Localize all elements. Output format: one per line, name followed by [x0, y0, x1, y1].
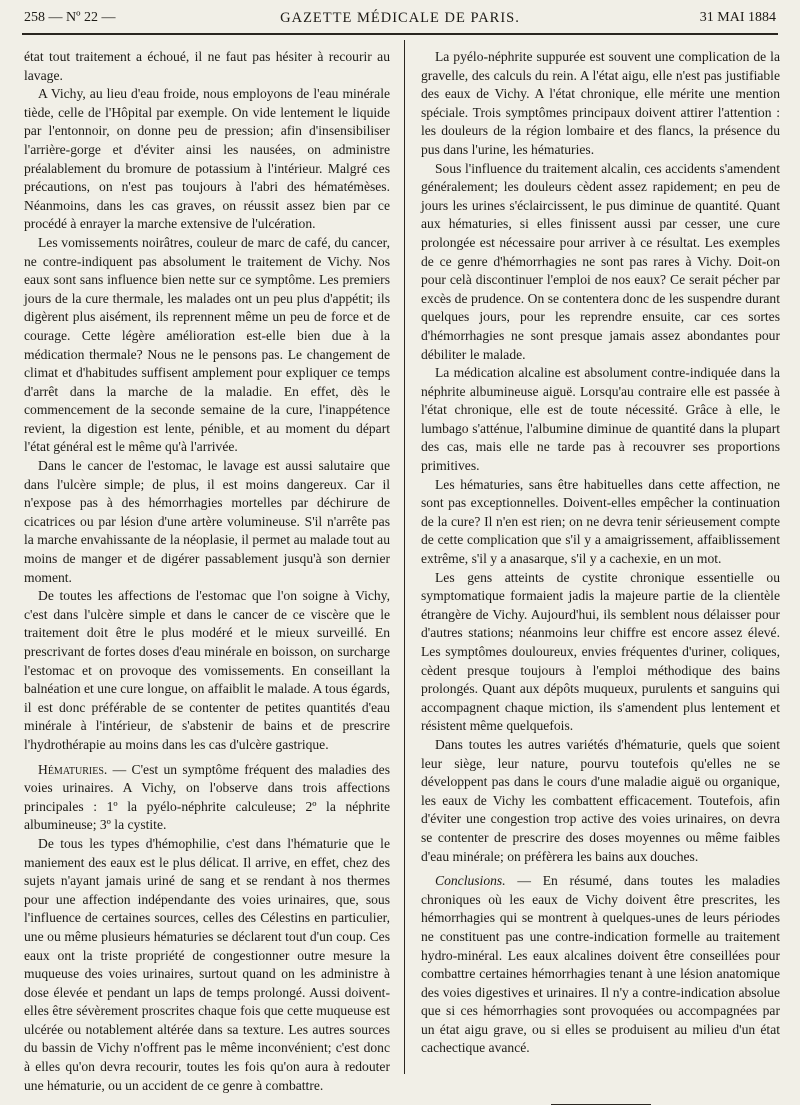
paragraph: De tous les types d'hémophilie, c'est dans l'hématurie que le maniement des eaux est le plus délicat. Il arrive, en effet, chez des sujets n'ayant jamais uriné de sang et se rendant à nos thermes pour une affection indépendante des voies urinaires, que, sous l'influence de certaines sources, celles des Célestins en particulier, une ou même plusieurs hématuries se déclarent tout d'un coup. Ces eaux ont la triste propriété de congestionner outre mesure la muqueuse des voies urinaires, surtout quand on les administre à dose élevée et pendant un laps de temps prolongé. Aussi doivent-elles être sévèrement proscrites chaque fois que cette muqueuse est ulcérée ou notablement altérée dans sa texture. Les autres sources du bassin de Vichy n'offrent pas le même inconvénient; c'est donc à elles qu'on devra recourir, toutes les fois qu'on aura à redouter une hématurie, ou un accident de ce genre à combattre. — [24, 835, 390, 1093]
conclusions-paragraph — [421, 872, 780, 1058]
section-heading-hematuries: Hématuries. — [38, 761, 108, 777]
paragraph: De toutes les affections de l'estomac que l'on soigne à Vichy, c'est dans l'ulcère simple et dans le cancer de ce viscère que le traitement doit être le plus modéré et le mieux surveillé. En prescrivant de fortes doses d'eau minérale en boisson, on surcharge l'estomac et on provoque des vomissements. En conseillant la balnéation et une cure longue, on affaiblit le malade. A tous égards, il est donc préférable de se contenter de petites quantités d'eau minérale à l'intérieur, de s'abstenir de bains et de prescrire l'hydrothérapie au moins dans les cas d'ulcère gastrique. — [24, 588, 390, 752]
journal-title: GAZETTE MÉDICALE DE PARIS. — [280, 10, 520, 26]
left-column — [24, 48, 390, 1093]
issue-number: — Nº 22 — — [48, 10, 116, 25]
paragraph: Les vomissements noirâtres, couleur de marc de café, du cancer, ne contre-indiquent pas absolument le traitement de Vichy. Nos eaux sont sans influence bien nette sur ce symptôme. Les premiers jours de la cure thermale, les malades ont un peu plus d'appétit; ils digèrent plus aisément, ils reprennent même un peu de force et de courage. Cette légère amélioration est-elle bien due à la médication thermale? Nous ne le pensons pas. Le changement de climat et d'habitudes suffisent amplement pour expliquer ce temps d'arrêt dans la marche de la maladie. En effet, dès le commencement de la seconde semaine de la cure, l'inappétence revient, la digestion est lente, pénible, et au moment du départ l'état général est le même qu'à l'arrivée. — [24, 234, 390, 455]
paragraph: La pyélo-néphrite suppurée est souvent une complication de la gravelle, des calculs du rein. A l'état aigu, elle n'est pas justifiable des eaux de Vichy. A l'état chronique, elle mérite une mention spéciale. Trois symptômes principaux doivent attirer l'attention : les douleurs de la région lombaire et des flancs, la présence du pus dans l'urine, les hématuries. — [421, 49, 780, 157]
hematuries-intro: — C'est un symptôme fréquent des maladies des voies urinaires. A Vichy, on l'observe dans trois affections principales : 1º la pyélo-néphrite calculeuse; 2º la néphrite albumineuse; 3º la cystite. — [24, 761, 390, 833]
column-divider — [404, 40, 405, 1074]
right-column — [421, 48, 780, 1074]
issue-date: 31 MAI 1884 — [699, 10, 776, 25]
conclusions-text: — En résumé, dans toutes les maladies chroniques où les eaux de Vichy doivent être prescrites, les hémorrhagies qui se montrent à quelques-unes de leurs périodes ne constituent pas une contre-indication formelle au traitement hydro-minéral. Les eaux alcalines doivent être conseillées pour combattre certaines hémorrhagies tenant à une lésion anatomique des voies digestives et urinaires. Il n'y a contre-indication absolue que si ces hémorrhagies sont provoquées ou accompagnées par un état aigu grave, ou si elles se produisent au milieu d'un état cachectique avancé. — [421, 873, 780, 1056]
header-rule — [22, 33, 778, 35]
paragraph: A Vichy, au lieu d'eau froide, nous employons de l'eau minérale tiède, celle de l'Hôpital par exemple. On vide lentement le liquide par l'entonnoir, on donne peu de pression; afin d'insensibiliser l'arrière-gorge et d'éviter ainsi les nausées, on administre préalablement du bromure de potassium à l'intérieur. Malgré ces précautions, on n'est pas toujours à l'abri des hématémèses. Néanmoins, dans les cas graves, on réussit assez bien par ce procédé à enrayer la marche extensive de l'ulcération. — [24, 86, 390, 232]
paragraph: état tout traitement a échoué, il ne faut pas hésiter à recourir au lavage. — [24, 49, 390, 83]
paragraph: Les gens atteints de cystite chronique essentielle ou symptomatique formaient jadis la majeure partie de la clientèle étrangère de Vichy. Aujourd'hui, ils semblent nous délaisser pour d'autres stations; néanmoins leur chiffre est encore assez élevé. Les symptômes douloureux, envies fréquentes d'uriner, coliques, cèdent presque toujours à l'emploi méthodique des bains prolongés. Quant aux dépôts muqueux, purulents et sanguins qui accompagnent chaque miction, ils s'amendent plus lentement et résistent même quelquefois. — [421, 569, 780, 734]
section-heading-conclusions: Conclusions. — [435, 873, 506, 889]
paragraph: Les hématuries, sans être habituelles dans cette affection, ne sont pas exceptionnelles. Doivent-elles empêcher la continuation de la cure? Il n'en est rien; on ne devra tenir sérieusement compte de cette complication que s'il y a amaigrissement, affaiblissement extrême, s'il y a anasarque, s'il y a cachexie, en un mot. — [421, 476, 780, 567]
page-header — [24, 6, 776, 30]
hematuries-paragraph — [24, 761, 390, 835]
paragraph: Sous l'influence du traitement alcalin, ces accidents s'amendent généralement; les douleurs cèdent assez rapidement; en peu de jours les urines s'éclaircissent, le pus diminue de quantité. Quant aux hématuries, si elles finissent aussi par cesser, une cure prolongée est nécessaire pour arriver à ce résultat. Les exemples de ce genre d'hémorrhagies ne sont pas rares à Vichy. Doit-on pour celà discontinuer l'emploi de nos eaux? Ce serait pécher par excès de prudence. On se contentera donc de les suspendre durant quelques jours, pour les reprendre ensuite, car ces sortes d'hémorrhagies ne sont presque jamais assez abondantes pour débiliter le malade. — [421, 160, 780, 362]
paragraph: Dans le cancer de l'estomac, le lavage est aussi salutaire que dans l'ulcère simple; de plus, il est moins dangereux. Car il n'expose pas à des hémorrhagies mortelles par déchirure de cicatrices ou par lésion d'une artère volumineuse. S'il n'arrête pas la marche envahissante de la néoplasie, il permet au malade tout au moins de manger et de digérer passablement jusqu'à son dernier moment. — [24, 458, 390, 585]
paragraph: La médication alcaline est absolument contre-indiquée dans la néphrite albumineuse aiguë. Lorsqu'au contraire elle est passée à l'état chronique, elle est de toute nécessité. Grâce à elle, le lumbago s'atténue, l'albumine diminue de quantité dans la plupart des cas, mais elle ne tarde pas à recouvrer ses proportions primitives. — [421, 365, 780, 474]
paragraph: Dans toutes les autres variétés d'hématurie, quels que soient leur siège, leur nature, pourvu toutefois qu'elles ne se développent pas dans le cours d'une maladie aiguë ou organique, les eaux de Vichy les combattent efficacement. Toutefois, afin d'éviter une congestion trop active des voies urinaires, on devra se contenter de prescrire des doses moyennes ou même faibles d'eau minérale; on préfèrera les bains aux douches. — [421, 736, 780, 864]
page-number: 258 — [24, 10, 45, 25]
